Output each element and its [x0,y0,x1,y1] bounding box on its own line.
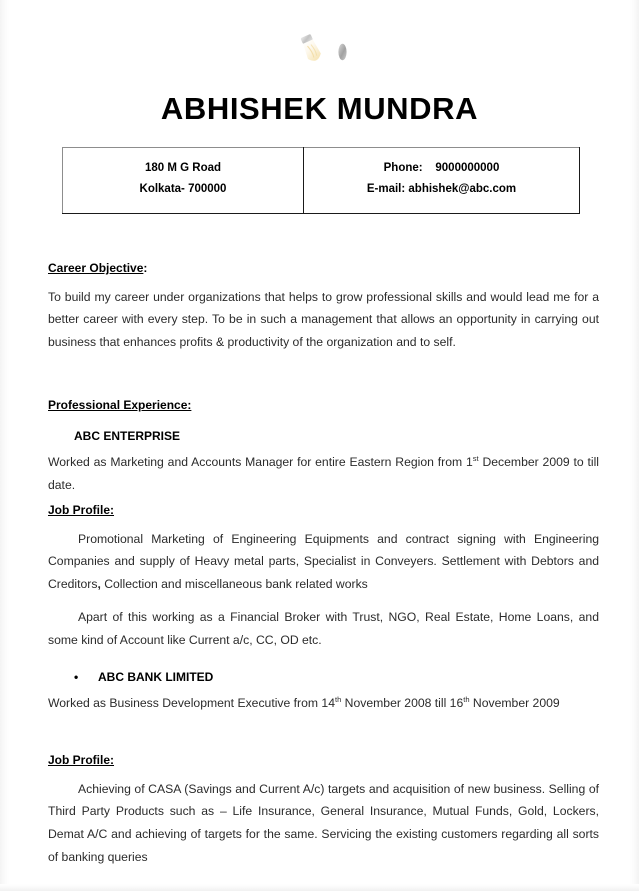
contact-details-cell [304,148,580,214]
job-profile-abc-enterprise [48,503,599,596]
table-row [63,148,580,214]
career-objective-body: To build my career under organizations that helps to grow professional skills and would lead me for a better career with every step. To be in such a management that allows an opportunity in carrying out business that enhances profits & productivity of the organization and to self. [48,289,599,350]
phone-line: Phone: 9000000000 [383,162,500,174]
summary-prefix: Worked as Business Development Executive from 14 [48,696,335,710]
professional-experience-heading-text: Professional Experience: [48,398,192,412]
experience-entry-abc-enterprise [48,428,599,445]
ordinal-suffix: th [335,694,342,704]
experience-summary-text [48,451,599,497]
ordinal-suffix: st [472,453,479,463]
section-professional-experience-heading [48,398,599,423]
job-profile-paragraph [48,528,599,596]
section-career-objective [48,261,599,354]
paragraph-part-1: Apart of this working as a Financial Broker with Trust, NGO, Real Estate, Home Loans, and some kind of Account like Current a/c, CC, OD etc. [48,610,599,647]
address-line-1: 180 M G Road [144,162,222,174]
career-objective-heading-colon: : [143,261,148,275]
summary-suffix: November 2009 [469,696,560,710]
experience-summary-abc-enterprise [48,451,599,497]
organization-name-text: ABC BANK LIMITED [98,670,214,684]
experience-entry-abc-bank-limited [48,669,599,686]
paragraph-part-1: Promotional Marketing of Engineering Equipments and contract signing with Engineering Companies and supply of Heavy metal parts, Specialist in Conveyers. Settlement with Debtors and Creditors [48,531,599,592]
career-objective-heading [48,261,599,277]
contact-address-cell [63,148,304,214]
experience-summary-text [48,692,599,715]
job-profile-paragraph [48,778,599,869]
job-profile-heading [48,753,599,769]
job-profile-heading-text: Job Profile: [48,753,115,767]
summary-middle: November 2008 till 16 [341,696,464,710]
experience-summary-abc-bank-limited [48,692,599,715]
lightbulb-watermark-icon [292,31,360,69]
career-objective-heading-text: Career Objective [48,261,144,275]
job-profile-abc-enterprise-extra [48,606,599,652]
summary-suffix: December 2009 to till date. [48,455,599,492]
email-line: E-mail: abhishek@abc.com [366,183,517,196]
professional-experience-heading [48,398,599,414]
paragraph-bold-mark: , [97,577,101,592]
ordinal-suffix-2: th [463,694,470,704]
page-title: ABHISHEK MUNDRA [160,91,479,126]
bullet-icon: • [74,670,79,684]
summary-prefix: Worked as Marketing and Accounts Manager for entire Eastern Region from 1 [48,455,473,469]
paragraph-part-2: Collection and miscellaneous bank related works [100,577,368,592]
contact-table [62,147,580,214]
job-profile-paragraph [48,606,599,652]
job-profile-heading [48,503,599,519]
job-profile-heading-text: Job Profile: [48,503,115,517]
organization-name: ABC ENTERPRISE [74,429,181,443]
paragraph-part-1: Achieving of CASA (Savings and Current A/c) targets and acquisition of new business. Selling of Third Party Products such as – Life Insurance, General Insurance, Mutual Funds, Gold, Lockers, Demat A/C and achieving of targets for the same. Servicing the existing customers regarding all sorts of banking queries [48,781,599,865]
job-profile-abc-bank-limited [48,753,599,869]
organization-name [48,669,599,686]
address-line-2: Kolkata- 700000 [139,183,227,196]
